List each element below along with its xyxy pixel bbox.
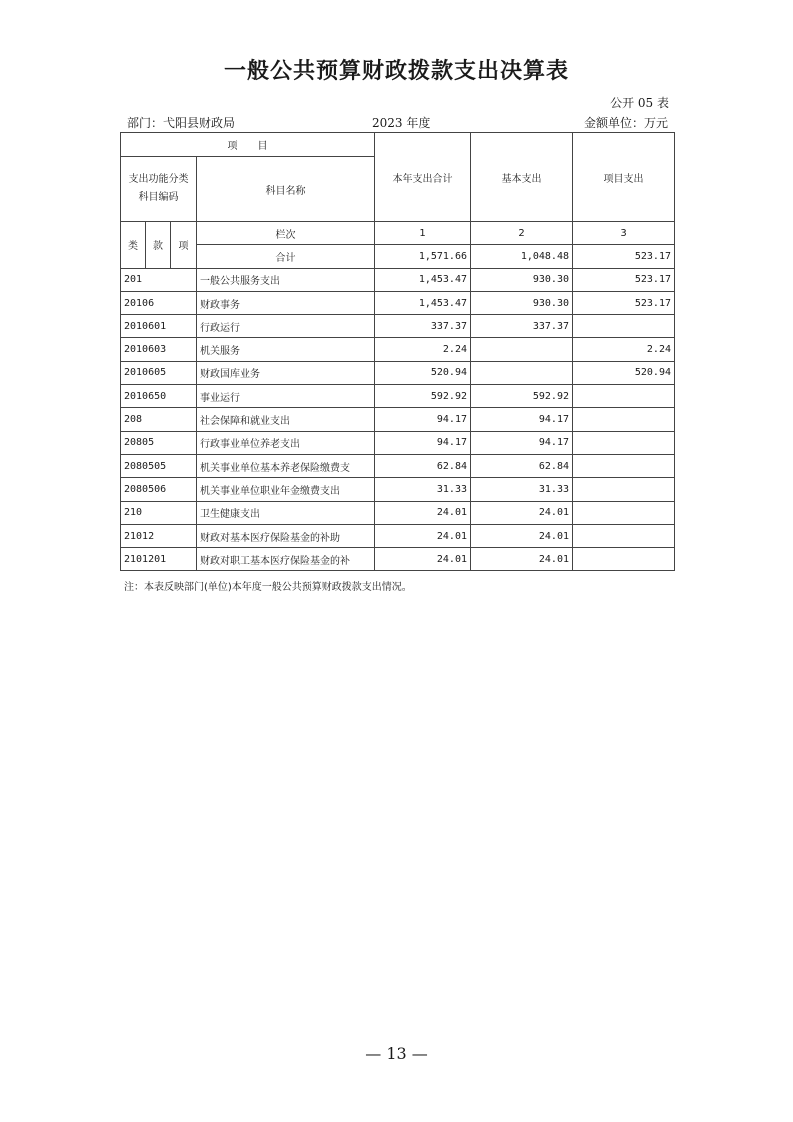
page-number: — 13 — <box>365 1044 428 1063</box>
table-row <box>121 524 675 547</box>
row-subject-name: 事业运行 <box>197 385 375 408</box>
table-row <box>121 361 675 384</box>
row-basic: 62.84 <box>471 454 573 477</box>
column-seq-label: 栏次 <box>197 222 375 245</box>
header-kuan: 款 <box>146 222 171 269</box>
meta-line <box>127 114 668 130</box>
row-basic: 337.37 <box>471 315 573 338</box>
row-code: 20106 <box>121 291 197 314</box>
row-basic: 24.01 <box>471 524 573 547</box>
row-subject-name: 机关服务 <box>197 338 375 361</box>
row-subject-name: 财政国库业务 <box>197 361 375 384</box>
row-total: 31.33 <box>375 478 471 501</box>
table-row <box>121 408 675 431</box>
row-code: 2010603 <box>121 338 197 361</box>
row-code: 2010605 <box>121 361 197 384</box>
row-subject-name: 一般公共服务支出 <box>197 268 375 291</box>
row-total: 337.37 <box>375 315 471 338</box>
header-xiang: 项 <box>171 222 197 269</box>
row-project <box>573 431 675 454</box>
row-code: 201 <box>121 268 197 291</box>
page-title: 一般公共预算财政拨款支出决算表 <box>223 59 569 84</box>
row-code: 21012 <box>121 524 197 547</box>
row-subject-name: 财政事务 <box>197 291 375 314</box>
header-total: 本年支出合计 <box>375 133 471 222</box>
row-basic: 94.17 <box>471 431 573 454</box>
footnote: 注：本表反映部门(单位)本年度一般公共预算财政拨款支出情况。 <box>124 582 412 593</box>
row-total: 520.94 <box>375 361 471 384</box>
row-subject-name: 行政事业单位养老支出 <box>197 431 375 454</box>
row-basic: 592.92 <box>471 385 573 408</box>
row-project <box>573 501 675 524</box>
row-project: 523.17 <box>573 268 675 291</box>
department-label: 部门：弋阳县财政局 <box>127 116 236 130</box>
table-row <box>121 548 675 571</box>
row-total: 24.01 <box>375 501 471 524</box>
table-row <box>121 501 675 524</box>
row-project: 520.94 <box>573 361 675 384</box>
row-basic: 930.30 <box>471 291 573 314</box>
year-label: 2023 年度 <box>372 116 431 130</box>
form-number: 公开 05 表 <box>610 96 669 110</box>
row-code: 2010650 <box>121 385 197 408</box>
row-total: 94.17 <box>375 408 471 431</box>
row-project: 523.17 <box>573 291 675 314</box>
row-project <box>573 385 675 408</box>
table-row <box>121 431 675 454</box>
table-row <box>121 291 675 314</box>
row-subject-name: 机关事业单位基本养老保险缴费支 <box>197 454 375 477</box>
header-subject-name: 科目名称 <box>197 157 375 222</box>
row-code: 210 <box>121 501 197 524</box>
row-total: 24.01 <box>375 524 471 547</box>
header-code-group: 支出功能分类科目编码 <box>121 157 197 222</box>
row-total: 2.24 <box>375 338 471 361</box>
row-code: 20805 <box>121 431 197 454</box>
total-project: 523.17 <box>573 245 675 268</box>
table-row <box>121 315 675 338</box>
total-row <box>121 245 675 268</box>
table-row <box>121 385 675 408</box>
row-code: 208 <box>121 408 197 431</box>
row-subject-name: 机关事业单位职业年金缴费支出 <box>197 478 375 501</box>
table-row <box>121 338 675 361</box>
table-row <box>121 478 675 501</box>
row-basic: 31.33 <box>471 478 573 501</box>
row-basic: 930.30 <box>471 268 573 291</box>
row-subject-name: 行政运行 <box>197 315 375 338</box>
column-seq-1: 1 <box>375 222 471 245</box>
header-basic: 基本支出 <box>471 133 573 222</box>
row-total: 592.92 <box>375 385 471 408</box>
table-row <box>121 454 675 477</box>
header-item: 项 目 <box>121 133 375 157</box>
column-seq-2: 2 <box>471 222 573 245</box>
row-code: 2080505 <box>121 454 197 477</box>
row-total: 1,453.47 <box>375 268 471 291</box>
header-lei: 类 <box>121 222 146 269</box>
header-project: 项目支出 <box>573 133 675 222</box>
row-subject-name: 社会保障和就业支出 <box>197 408 375 431</box>
row-code: 2010601 <box>121 315 197 338</box>
row-subject-name: 卫生健康支出 <box>197 501 375 524</box>
row-project <box>573 524 675 547</box>
row-project <box>573 454 675 477</box>
column-seq-3: 3 <box>573 222 675 245</box>
total-basic: 1,048.48 <box>471 245 573 268</box>
row-project <box>573 315 675 338</box>
row-total: 94.17 <box>375 431 471 454</box>
row-project <box>573 408 675 431</box>
total-label: 合计 <box>197 245 375 268</box>
row-project: 2.24 <box>573 338 675 361</box>
row-code: 2080506 <box>121 478 197 501</box>
row-total: 1,453.47 <box>375 291 471 314</box>
expenditure-table <box>120 132 675 571</box>
row-basic <box>471 361 573 384</box>
row-total: 24.01 <box>375 548 471 571</box>
row-basic: 24.01 <box>471 548 573 571</box>
row-subject-name: 财政对职工基本医疗保险基金的补 <box>197 548 375 571</box>
table-row <box>121 268 675 291</box>
total-total: 1,571.66 <box>375 245 471 268</box>
row-basic: 94.17 <box>471 408 573 431</box>
unit-label: 金额单位：万元 <box>583 116 668 130</box>
row-project <box>573 548 675 571</box>
row-basic: 24.01 <box>471 501 573 524</box>
row-code: 2101201 <box>121 548 197 571</box>
row-project <box>573 478 675 501</box>
row-subject-name: 财政对基本医疗保险基金的补助 <box>197 524 375 547</box>
row-total: 62.84 <box>375 454 471 477</box>
row-basic <box>471 338 573 361</box>
